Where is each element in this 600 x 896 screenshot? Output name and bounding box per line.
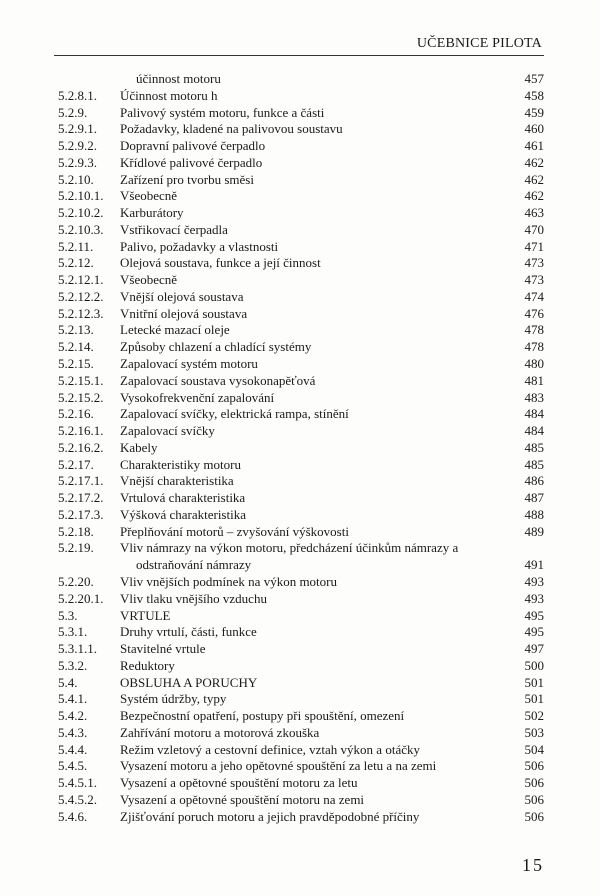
toc-entry <box>58 71 544 88</box>
toc-entry-title: Vysokofrekvenční zapalování <box>120 389 275 405</box>
toc-entry-number: 5.2.12.1. <box>58 272 104 288</box>
toc-entry-page: 470 <box>524 221 544 237</box>
toc-entry-title: OBSLUHA A PORUCHY <box>120 674 258 690</box>
toc-entry-number: 5.2.17.1. <box>58 473 104 489</box>
toc-entry-number: 5.2.15.2. <box>58 389 104 405</box>
toc-entry <box>58 708 544 725</box>
toc-entry <box>58 121 544 138</box>
toc-entry-title: VRTULE <box>120 607 171 623</box>
toc-entry-title: Zapalovací svíčky <box>120 423 215 439</box>
toc-entry <box>58 339 544 356</box>
toc-entry <box>58 675 544 692</box>
toc-entry-number: 5.3.1.1. <box>58 641 97 657</box>
toc-entry-title: Způsoby chlazení a chladící systémy <box>120 339 312 355</box>
toc-entry-number: 5.4.5.2. <box>58 791 97 807</box>
toc-entry-page: 484 <box>524 423 544 439</box>
toc-entry-title: Všeobecně <box>120 272 178 288</box>
toc-entry-title: Vstřikovací čerpadla <box>120 221 228 237</box>
toc-entry-title: Palivový systém motoru, funkce a části <box>120 104 325 120</box>
table-of-contents <box>58 71 544 825</box>
toc-entry <box>58 322 544 339</box>
toc-entry <box>58 239 544 256</box>
toc-entry-page: 500 <box>524 657 544 673</box>
toc-entry <box>58 775 544 792</box>
toc-entry-title: Účinnost motoru h <box>120 87 218 103</box>
toc-entry-number: 5.2.15. <box>58 356 94 372</box>
toc-entry-page: 495 <box>524 624 544 640</box>
toc-entry-title: Zahřívání motoru a motorová zkouška <box>120 724 320 740</box>
toc-entry-title: Palivo, požadavky a vlastnosti <box>120 238 279 254</box>
toc-entry <box>58 641 544 658</box>
toc-entry-title: Zapalovací svíčky, elektrická rampa, stínění <box>120 406 349 422</box>
toc-entry-number: 5.3.1. <box>58 624 88 640</box>
toc-entry-title: Olejová soustava, funkce a její činnost <box>120 255 321 271</box>
toc-entry <box>58 457 544 474</box>
toc-entry-title: Vysazení a opětovné spouštění motoru za letu <box>120 775 358 791</box>
toc-entry-page: 458 <box>524 87 544 103</box>
toc-entry-number: 5.3. <box>58 607 78 623</box>
toc-entry-page: 504 <box>524 741 544 757</box>
toc-entry-page: 478 <box>524 322 544 338</box>
toc-entry <box>58 222 544 239</box>
toc-entry-page: 460 <box>524 121 544 137</box>
toc-entry-title: Všeobecně <box>120 188 178 204</box>
toc-entry-page: 501 <box>524 674 544 690</box>
toc-entry-page: 457 <box>524 71 544 86</box>
toc-entry-title: Vysazení a opětovné spouštění motoru na zemi <box>120 791 365 807</box>
toc-entry-title: Křídlové palivové čerpadlo <box>120 154 263 170</box>
toc-entry-page: 471 <box>524 238 544 254</box>
toc-entry <box>58 792 544 809</box>
toc-entry-number: 5.2.12.3. <box>58 305 104 321</box>
toc-entry-number: 5.2.10. <box>58 171 94 187</box>
toc-entry-number: 5.4.2. <box>58 708 88 724</box>
toc-entry-number: 5.4.3. <box>58 724 88 740</box>
toc-entry-number: 5.2.17. <box>58 456 94 472</box>
toc-entry <box>58 406 544 423</box>
toc-entry-title: Režim vzletový a cestovní definice, vztah výkon a otáčky <box>120 741 420 757</box>
toc-entry-page: 481 <box>524 372 544 388</box>
toc-entry-title: Dopravní palivové čerpadlo <box>120 138 266 154</box>
toc-entry <box>58 138 544 155</box>
toc-entry-number: 5.4.4. <box>58 741 88 757</box>
toc-entry-page: 461 <box>524 138 544 154</box>
toc-entry-title: Vliv vnějších podmínek na výkon motoru <box>120 573 338 589</box>
toc-entry-number: 5.2.16.1. <box>58 423 104 439</box>
toc-entry <box>58 188 544 205</box>
toc-entry-page: 506 <box>524 758 544 774</box>
toc-entry-number: 5.2.20. <box>58 573 94 589</box>
toc-entry-number: 5.2.9.3. <box>58 154 97 170</box>
toc-entry <box>58 507 544 524</box>
toc-entry-number: 5.2.12. <box>58 255 94 271</box>
toc-entry-title: Vysazení motoru a jeho opětovné spouštění za letu a na zemi <box>120 758 437 774</box>
toc-entry-number: 5.4.1. <box>58 691 88 707</box>
toc-entry-page: 485 <box>524 456 544 472</box>
toc-entry-title: Požadavky, kladené na palivovou soustavu <box>120 121 343 137</box>
toc-entry-page: 459 <box>524 104 544 120</box>
toc-entry-number: 5.2.15.1. <box>58 372 104 388</box>
toc-entry-number: 5.2.9. <box>58 104 88 120</box>
toc-entry-page: 462 <box>524 154 544 170</box>
toc-entry <box>58 390 544 407</box>
toc-entry-title: Kabely <box>120 439 158 455</box>
toc-entry-number: 5.2.13. <box>58 322 94 338</box>
toc-entry-page: 484 <box>524 406 544 422</box>
toc-entry-page: 506 <box>524 775 544 791</box>
toc-entry-title: Karburátory <box>120 205 184 221</box>
toc-entry <box>58 725 544 742</box>
toc-entry-number: 5.2.19. <box>58 540 94 556</box>
toc-entry-title: Zjišťování poruch motoru a jejich pravděpodobné příčiny <box>120 808 420 824</box>
toc-entry-title: Výšková charakteristika <box>120 506 246 522</box>
toc-entry-title: Vrtulová charakteristika <box>120 490 246 506</box>
toc-entry <box>58 155 544 172</box>
toc-entry-title: Letecké mazací oleje <box>120 322 230 338</box>
toc-entry-page: 501 <box>524 691 544 707</box>
toc-entry-page: 486 <box>524 473 544 489</box>
toc-entry-number: 5.2.17.3. <box>58 506 104 522</box>
toc-entry <box>58 490 544 507</box>
toc-entry-number: 5.4.6. <box>58 808 88 824</box>
toc-entry <box>58 624 544 641</box>
toc-entry-page: 503 <box>524 724 544 740</box>
toc-entry-page: 506 <box>524 791 544 807</box>
toc-entry-number: 5.2.9.2. <box>58 138 97 154</box>
toc-entry <box>58 608 544 625</box>
toc-entry <box>58 691 544 708</box>
toc-entry <box>58 105 544 122</box>
toc-entry <box>58 440 544 457</box>
toc-entry-page: 488 <box>524 506 544 522</box>
toc-entry-page: 463 <box>524 205 544 221</box>
toc-entry-title: Druhy vrtulí, části, funkce <box>120 624 257 640</box>
toc-entry-page: 483 <box>524 389 544 405</box>
toc-entry-page: 476 <box>524 305 544 321</box>
toc-entry-title: účinnost motoru <box>136 71 221 86</box>
toc-entry <box>58 473 544 490</box>
toc-entry <box>58 591 544 608</box>
toc-entry-number: 5.2.18. <box>58 523 94 539</box>
toc-entry-title: Reduktory <box>120 657 175 673</box>
toc-entry <box>58 255 544 272</box>
toc-entry-title: Zapalovací systém motoru <box>120 356 258 372</box>
toc-entry-page: 495 <box>524 607 544 623</box>
toc-entry-number: 5.2.20.1. <box>58 590 104 606</box>
toc-entry-number: 5.2.8.1. <box>58 87 97 103</box>
toc-entry-page: 502 <box>524 708 544 724</box>
toc-entry-number: 5.2.16.2. <box>58 439 104 455</box>
toc-entry-title <box>120 540 510 574</box>
toc-entry-number: 5.4. <box>58 674 78 690</box>
toc-entry-page: 462 <box>524 171 544 187</box>
toc-entry-number: 5.2.10.3. <box>58 221 104 237</box>
toc-entry-title: Bezpečnostní opatření, postupy při spouštění, omezení <box>120 708 405 724</box>
toc-entry-number: 5.2.10.1. <box>58 188 104 204</box>
toc-entry-page: 506 <box>524 808 544 824</box>
toc-entry-page: 489 <box>524 523 544 539</box>
toc-entry-page: 487 <box>524 490 544 506</box>
toc-entry <box>58 205 544 222</box>
toc-entry-title: Přeplňování motorů – zvyšování výškovosti <box>120 523 349 539</box>
toc-entry <box>58 289 544 306</box>
toc-entry-title: Vnitřní olejová soustava <box>120 305 248 321</box>
page-number: 15 <box>522 855 544 875</box>
toc-entry-page: 473 <box>524 272 544 288</box>
header-rule <box>54 55 544 56</box>
toc-entry-number: 5.2.12.2. <box>58 288 104 304</box>
toc-entry-number: 5.4.5.1. <box>58 775 97 791</box>
toc-entry <box>58 758 544 775</box>
running-head: UČEBNICE PILOTA <box>416 36 542 51</box>
toc-entry-title: Systém údržby, typy <box>120 691 227 707</box>
toc-entry-title: Stavitelné vrtule <box>120 641 206 657</box>
toc-entry <box>58 742 544 759</box>
toc-entry-page: 493 <box>524 590 544 606</box>
toc-entry-title: Vnější charakteristika <box>120 473 234 489</box>
toc-entry-page: 473 <box>524 255 544 271</box>
toc-entry-number: 5.3.2. <box>58 657 88 673</box>
toc-entry-number: 5.2.11. <box>58 238 94 254</box>
toc-entry-number: 5.4.5. <box>58 758 88 774</box>
toc-entry-title: Vliv tlaku vnějšího vzduchu <box>120 590 267 606</box>
toc-entry-title: Zařízení pro tvorbu směsi <box>120 171 254 187</box>
toc-entry-title: Zapalovací soustava vysokonapěťová <box>120 372 316 388</box>
toc-entry <box>58 423 544 440</box>
toc-entry-number: 5.2.10.2. <box>58 205 104 221</box>
toc-entry-number: 5.2.14. <box>58 339 94 355</box>
toc-entry-number: 5.2.9.1. <box>58 121 97 137</box>
toc-entry-title: Charakteristiky motoru <box>120 456 241 472</box>
toc-entry-page: 478 <box>524 339 544 355</box>
toc-entry <box>58 373 544 390</box>
toc-entry-number: 5.2.17.2. <box>58 490 104 506</box>
toc-entry-page: 497 <box>524 641 544 657</box>
toc-entry <box>58 809 544 826</box>
toc-entry-number: 5.2.16. <box>58 406 94 422</box>
toc-entry-page: 480 <box>524 356 544 372</box>
toc-entry-page: 485 <box>524 439 544 455</box>
toc-entry <box>58 306 544 323</box>
toc-entry-page: 491 <box>524 557 544 573</box>
toc-entry-page: 493 <box>524 573 544 589</box>
toc-entry-title: Vnější olejová soustava <box>120 288 244 304</box>
toc-entry <box>58 524 544 541</box>
toc-entry <box>58 172 544 189</box>
toc-entry <box>58 540 544 574</box>
toc-entry <box>58 574 544 591</box>
toc-entry-title-line: Vliv námrazy na výkon motoru, předcházení účinkům námrazy a <box>120 540 459 556</box>
toc-entry <box>58 272 544 289</box>
toc-entry <box>58 88 544 105</box>
toc-entry-page: 462 <box>524 188 544 204</box>
toc-entry-title-continuation: odstraňování námrazy <box>136 557 252 573</box>
toc-entry-page: 474 <box>524 288 544 304</box>
toc-entry <box>58 658 544 675</box>
toc-entry <box>58 356 544 373</box>
